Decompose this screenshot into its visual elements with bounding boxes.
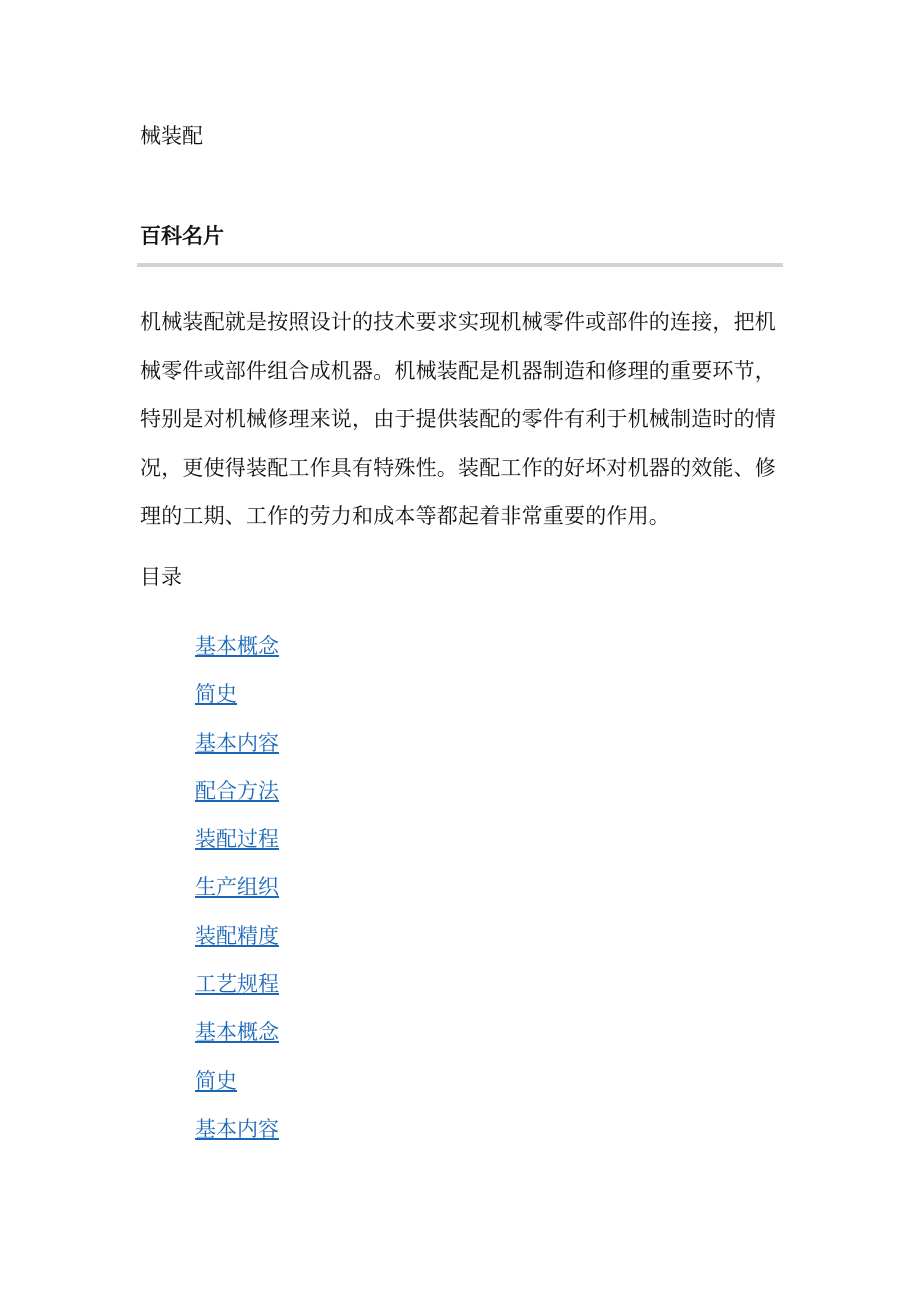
- toc-link-fit-methods[interactable]: 配合方法: [195, 778, 279, 803]
- toc-link-basic-concept[interactable]: 基本概念: [195, 634, 279, 658]
- toc-link-assembly-process[interactable]: 装配过程: [195, 827, 279, 852]
- intro-paragraph: [140, 298, 785, 541]
- toc-link-basic-concept-2[interactable]: 基本概念: [195, 1020, 279, 1045]
- intro-line: 械零件或部件组合成机器。机械装配是机器制造和修理的重要环节，: [140, 358, 776, 383]
- toc-link-assembly-precision[interactable]: 装配精度: [195, 923, 279, 948]
- toc-link-basic-content-2[interactable]: 基本内容: [195, 1116, 279, 1141]
- toc-link-process-specification[interactable]: 工艺规程: [195, 972, 279, 997]
- intro-line: 理的工期、工作的劳力和成本等都起着非常重要的作用。: [140, 504, 670, 528]
- section-divider: [137, 263, 783, 267]
- table-of-contents: [195, 632, 279, 1163]
- intro-line: 特别是对机械修理来说，由于提供装配的零件有利于机械制造时的情: [140, 407, 776, 431]
- toc-title: 目录: [140, 565, 182, 589]
- toc-link-history[interactable]: 简史: [195, 682, 237, 707]
- intro-line: 机械装配就是按照设计的技术要求实现机械零件或部件的连接，把机: [140, 310, 776, 334]
- document-title: 械装配: [140, 124, 203, 148]
- card-heading: 百科名片: [140, 223, 224, 248]
- toc-link-basic-content[interactable]: 基本内容: [195, 730, 279, 755]
- intro-line: 况，更使得装配工作具有特殊性。装配工作的好坏对机器的效能、修: [140, 455, 776, 480]
- toc-link-production-organization[interactable]: 生产组织: [195, 875, 279, 900]
- toc-link-history-2[interactable]: 简史: [195, 1068, 237, 1093]
